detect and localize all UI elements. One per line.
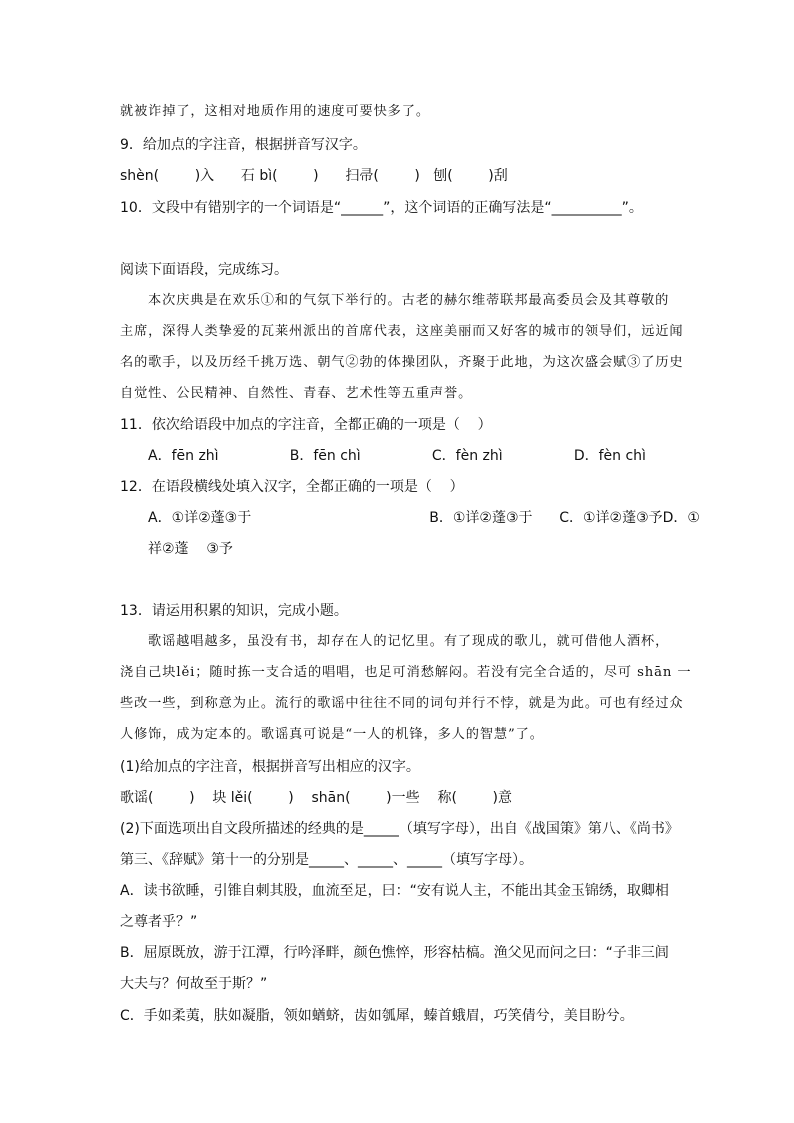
passage-line: 歌谣越唱越多，虽没有书，却存在人的记忆里。有了现成的歌儿，就可借他人酒杯， [148, 634, 670, 649]
question-12: 12．在语段横线处填入汉字，全都正确的一项是（ ） [120, 479, 464, 495]
option-c: C．手如柔荑，肤如凝脂，领如蝤蛴，齿如瓠犀，螓首蛾眉，巧笑倩兮，美目盼兮。 [120, 1008, 634, 1024]
option-b-cont: 大夫与？何故至于斯？” [120, 976, 268, 992]
option-b: B．屈原既放，游于江潭，行吟泽畔，颜色憔悴，形容枯槁。渔父见而问之曰：“子非三闾 [120, 945, 669, 961]
passage-line: 浇自己块lěi；随时拣一支合适的唱唱，也足可消愁解闷。若没有完全合适的，尽可 shān 一 [120, 665, 692, 680]
question-10: 10．文段中有错别字的一个词语是“______”，这个词语的正确写法是“__________”。 [120, 200, 643, 216]
passage-line: 自觉性、公民精神、自然性、青春、艺术性等五重声誉。 [120, 386, 473, 401]
passage-line: 名的歌手，以及历经千挑万选、朝气②勃的体操团队，齐聚于此地，为这次盛会赋③了历史 [120, 355, 684, 370]
option-a: A．读书欲睡，引锥自刺其股，血流至足，曰：“安有说人主，不能出其金玉锦绣，取卿相 [120, 883, 669, 899]
question-12-options-cont: 祥②蓬 ③予 [148, 541, 233, 557]
option-a-cont: 之尊者乎？” [120, 914, 198, 930]
question-13-2-cont: 第三、《辞赋》第十一的分别是_____、_____、_____（填写字母）。 [120, 852, 533, 868]
question-11: 11．依次给语段中加点的字注音，全都正确的一项是（ ） [120, 417, 492, 433]
question-13: 13．请运用积累的知识，完成小题。 [120, 603, 348, 619]
passage-line: 人修饰，成为定本的。歌谣真可说是“一人的机锋，多人的智慧”了。 [120, 727, 544, 742]
passage-line: 本次庆典是在欢乐①和的气氛下举行的。古老的赫尔维蒂联邦最高委员会及其尊敬的 [148, 293, 670, 308]
question-9: 9．给加点的字注音，根据拼音写汉字。 [120, 137, 367, 153]
passage-line: 就被诈掉了，这相对地质作用的速度可要快多了。 [120, 104, 430, 119]
question-12-options: A．①详②蓬③于 B．①详②蓬③于 C．①详②蓬③予D．① [148, 510, 700, 526]
passage-line: 些改一些，到称意为止。流行的歌谣中往往不同的词句并行不悖，就是为此。可也有经过众 [120, 696, 684, 711]
question-13-1: (1)给加点的字注音，根据拼音写出相应的汉字。 [120, 759, 420, 775]
question-13-1-blanks: 歌谣( ) 块 lěi( ) shān( )一些 称( )意 [120, 790, 512, 806]
passage-line: 主席，深得人类挚爱的瓦莱州派出的首席代表，这座美丽而又好客的城市的领导们，远近闻 [120, 324, 684, 339]
question-13-2: (2)下面选项出自文段所描述的经典的是_____（填写字母），出自《战国策》第八、《尚书》 [120, 821, 679, 837]
section-heading: 阅读下面语段，完成练习。 [120, 262, 288, 278]
question-11-options: A．fēn zhì B．fēn chì C．fèn zhì D．fèn chì [148, 448, 646, 464]
question-9-blanks: shèn( )入 石 bì( ) 扫帚( ) 刨( )刮 [120, 168, 508, 184]
